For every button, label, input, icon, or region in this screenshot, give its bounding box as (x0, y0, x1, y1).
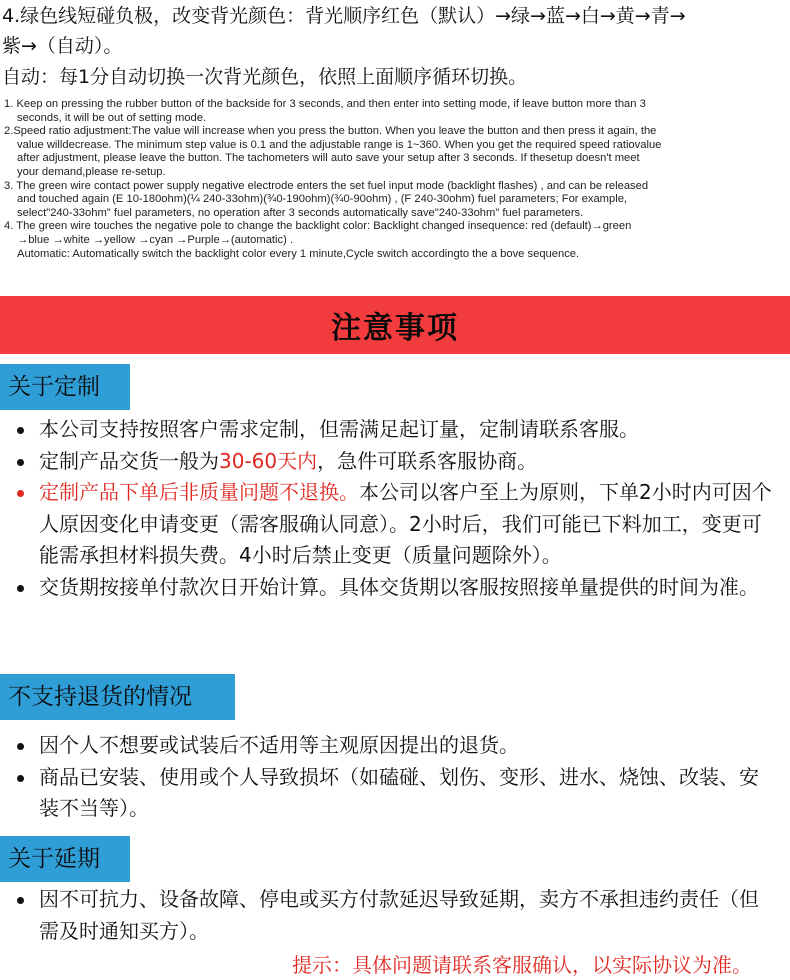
instruction-line: 1. Keep on pressing the rubber button of the backside for 3 seconds, and then enter into setting mode, if leave button more than 3 (4, 98, 646, 110)
instruction-line: select"240-33ohm" fuel parameters, no operation after 3 seconds automatically save"240-33ohm" fuel parameters. (17, 206, 584, 219)
instruction-line: Automatic: Automatically switch the backlight color every 1 minute,Cycle switch accordingto the a bove sequence. (17, 247, 580, 260)
section-heading-no-return: 不支持退货的情况 (0, 674, 235, 720)
contact-tip: 提示：具体问题请联系客服确认，以实际协议为准。 (292, 953, 752, 977)
delivery-time-highlight: 30-60天内 (219, 448, 318, 473)
instruction-line: after adjustment, please leave the button. The tachometers will auto save your setup after 3 seconds. If thesetup doesn't meet (17, 152, 640, 165)
notice-banner (0, 296, 790, 354)
list-item-text: 商品已安装、使用或个人导致损坏（如磕碰、划伤、变形、进水、烧蚀、改装、安装不当等）。 (39, 764, 759, 820)
list-item-text: 定制产品交货一般为 (39, 448, 219, 473)
list-item (0, 414, 775, 446)
list-item (0, 762, 775, 825)
list-item-text: 因不可抗力、设备故障、停电或买方付款延迟导致延期，卖方不承担违约责任（但需及时通知买方）。 (39, 887, 759, 943)
list-item-text: 交货期按接单付款次日开始计算。具体交货期以客服按照接单量提供的时间为准。 (39, 574, 759, 599)
instruction-line: 4. The green wire touches the negative pole to change the backlight color: Backlight changed insequence: red (default)→green (4, 220, 632, 233)
list-item (0, 477, 775, 572)
list-item-text: 本公司以客户至上为原则，下单2小时内可因个人原因变化申请变更（需客服确认同意）。2小时后，我们可能已下料加工，变更可能需承担材料损失费。4小时后禁止变更（质量问题除外）。 (39, 480, 772, 567)
wiring-note-line-1: 4.绿色线短碰负极，改变背光颜色：背光顺序红色（默认）→绿→蓝→白→黄→青→ (2, 5, 686, 27)
list-item-text: 本公司支持按照客户需求定制，但需满足起订量，定制请联系客服。 (39, 417, 639, 441)
instruction-line: 2.Speed ratio adjustment:The value will increase when you press the button. When you leave the button and then press it again, the (4, 125, 657, 138)
list-item (0, 730, 775, 762)
instruction-line: and touched again (E 10-180ohm)(¼ 240-33ohm)(¾0-190ohm)(¾0-90ohm) , (F 240-30ohm) fuel parameters; For example, (17, 193, 628, 206)
instruction-line: seconds, it will be out of setting mode. (17, 111, 207, 124)
english-instructions (4, 98, 788, 261)
auto-mode-note: 自动：每1分自动切换一次背光颜色，依照上面顺序循环切换。 (2, 66, 528, 88)
list-item-text: ，急件可联系客服协商。 (317, 448, 538, 473)
instruction-line: 3. The green wire contact power supply negative electrode enters the set fuel input mode (backlight flashes) , and can be released (4, 179, 649, 192)
instruction-line: →blue →white →yellow →cyan →Purple→(automatic) . (17, 233, 294, 246)
instruction-line: value willdecrease. The minimum step value is 0.1 and the adjustable range is 1~360. When you get the required speed ratiovalue (17, 138, 662, 151)
section-heading-delay: 关于延期 (0, 836, 130, 882)
instruction-line: your demand,please re-setup. (17, 165, 166, 178)
no-return-warning: 定制产品下单后非质量问题不退换。 (39, 480, 359, 504)
notice-banner-title: 注意事项 (331, 311, 459, 346)
list-item (0, 446, 775, 478)
delay-policy-list (0, 884, 775, 947)
wiring-note-line-2: 紫→（自动）。 (2, 35, 123, 57)
custom-policy-list (0, 414, 775, 603)
section-heading-custom: 关于定制 (0, 364, 130, 410)
list-item (0, 572, 775, 604)
no-return-list (0, 730, 775, 825)
list-item (0, 884, 775, 947)
list-item-text: 因个人不想要或试装后不适用等主观原因提出的退货。 (39, 733, 519, 757)
